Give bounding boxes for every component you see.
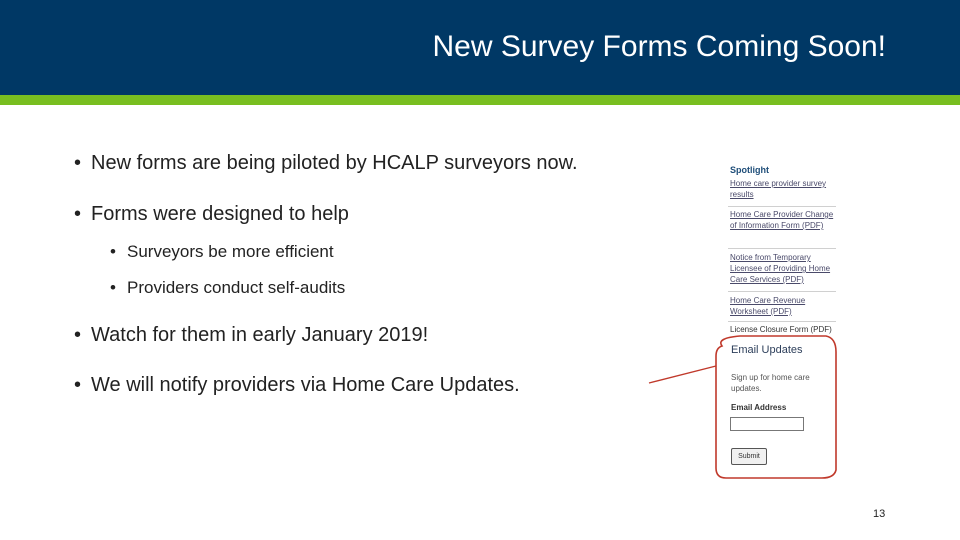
bullet-text: Surveyors be more efficient (127, 242, 334, 261)
bullet-dot-icon: • (74, 203, 82, 225)
email-updates-description: Sign up for home care updates. (731, 373, 810, 393)
bullet-text: Forms were designed to help (91, 203, 349, 225)
bullet-text: New forms are being piloted by HCALP surveyors now. (91, 152, 578, 174)
highlight-outline (716, 336, 836, 478)
sidebar-link-revenue-worksheet[interactable]: Home Care Revenue Worksheet (PDF) (730, 296, 806, 316)
bullet-text: We will notify providers via Home Care Updates. (91, 374, 520, 396)
bullet-dot-icon: • (74, 152, 82, 174)
submit-button[interactable]: Submit (731, 448, 767, 465)
bullet-dot-icon: • (74, 324, 82, 346)
spotlight-heading: Spotlight (730, 165, 769, 175)
bullet-text: Providers conduct self-audits (127, 278, 346, 297)
sidebar-link-change-of-information[interactable]: Home Care Provider Change of Information Form (PDF) (730, 210, 834, 230)
bullet-dot-icon: • (74, 374, 82, 396)
sidebar-link-license-closure[interactable]: License Closure Form (PDF) (730, 325, 832, 334)
bullet-dot-icon: • (110, 278, 116, 297)
email-address-label: Email Address (731, 403, 787, 412)
bullet-text: Watch for them in early January 2019! (91, 324, 429, 346)
page-title: New Survey Forms Coming Soon! (432, 30, 886, 63)
sidebar-link-survey-results[interactable]: Home care provider survey results (730, 179, 827, 199)
pointer-arrow (649, 366, 716, 383)
email-updates-heading: Email Updates (731, 344, 803, 356)
page-number: 13 (873, 508, 886, 520)
sidebar-link-temporary-licensee[interactable]: Notice from Temporary Licensee of Providing Home Care Services (PDF) (730, 253, 831, 284)
bullet-dot-icon: • (110, 242, 116, 261)
